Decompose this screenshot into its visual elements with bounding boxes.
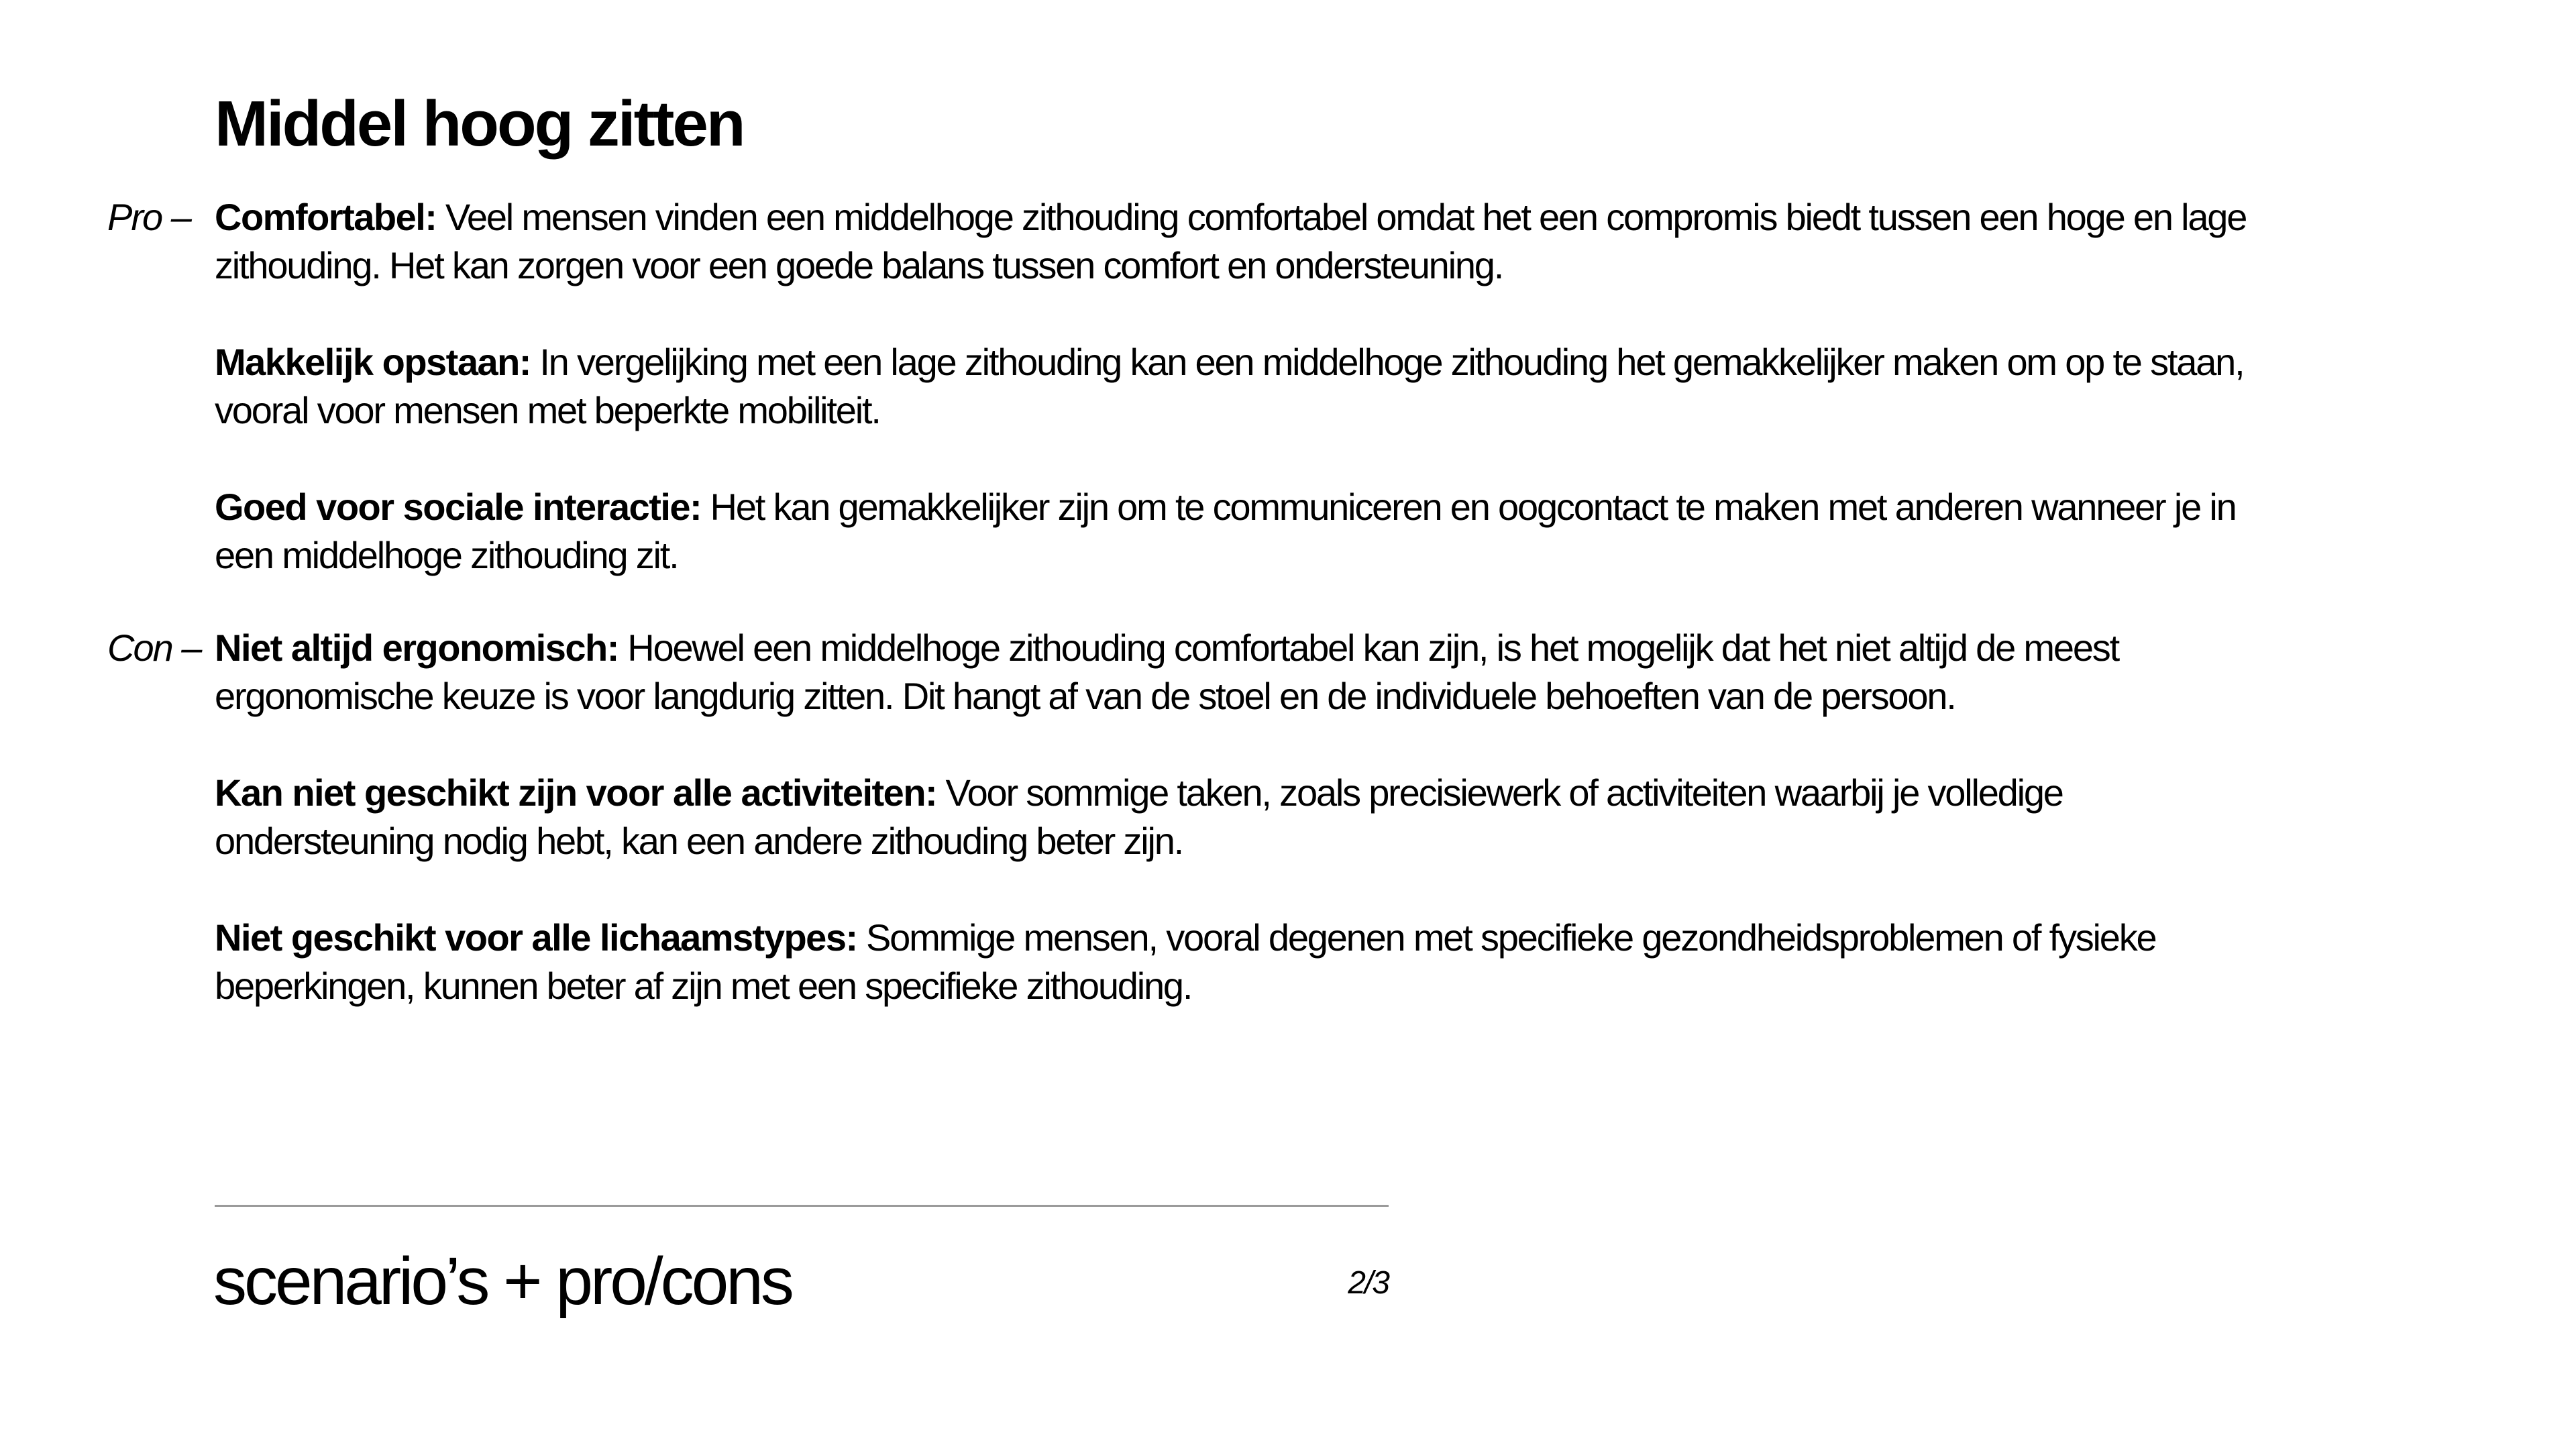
pro-item-term: Makkelijk opstaan: [215, 341, 531, 383]
pro-item [215, 338, 2281, 435]
pro-label: Pro – [107, 196, 191, 238]
con-item-text: Sommige mensen, vooral degenen met specifieke gezondheidsproblemen of fysieke beperkingen, kunnen beter af zijn met een specifieke zithouding. [215, 916, 2156, 1007]
pro-item-term: Comfortabel: [215, 196, 437, 238]
page-number: 2/3 [1348, 1265, 1389, 1301]
footer-title: scenario’s + pro/cons [213, 1244, 792, 1319]
pro-item-text: Veel mensen vinden een middelhoge zithouding comfortabel omdat het een compromis biedt tussen een hoge en lage zithouding. Het kan zorgen voor een goede balans tussen comfort en ondersteuning. [215, 196, 2247, 286]
page-title: Middel hoog zitten [215, 88, 744, 160]
con-label: Con – [107, 627, 201, 669]
con-item-term: Niet altijd ergonomisch: [215, 627, 619, 669]
con-item-term: Niet geschikt voor alle lichaamstypes: [215, 916, 857, 959]
pro-item-term: Goed voor sociale interactie: [215, 486, 702, 528]
pro-list [215, 193, 2281, 628]
con-list [215, 624, 2281, 1059]
pro-item [215, 193, 2281, 290]
pro-item [215, 483, 2281, 580]
footer-divider [215, 1205, 1389, 1207]
pro-item-text: Het kan gemakkelijker zijn om te communiceren en oogcontact te maken met anderen wanneer je in een middelhoge zithouding zit. [215, 486, 2236, 576]
con-item [215, 624, 2281, 720]
con-item [215, 914, 2281, 1010]
con-item-text: Hoewel een middelhoge zithouding comfortabel kan zijn, is het mogelijk dat het niet altijd de meest ergonomische keuze is voor langdurig zitten. Dit hangt af van de stoel en de individuele behoeften van de persoon. [215, 627, 2118, 717]
pro-item-text: In vergelijking met een lage zithouding kan een middelhoge zithouding het gemakkelijker maken om op te staan, vooral voor mensen met beperkte mobiliteit. [215, 341, 2244, 431]
con-item [215, 769, 2281, 865]
con-item-text: Voor sommige taken, zoals precisiewerk of activiteiten waarbij je volledige ondersteuning nodig hebt, kan een andere zithouding beter zijn. [215, 771, 2063, 862]
con-item-term: Kan niet geschikt zijn voor alle activiteiten: [215, 771, 937, 814]
